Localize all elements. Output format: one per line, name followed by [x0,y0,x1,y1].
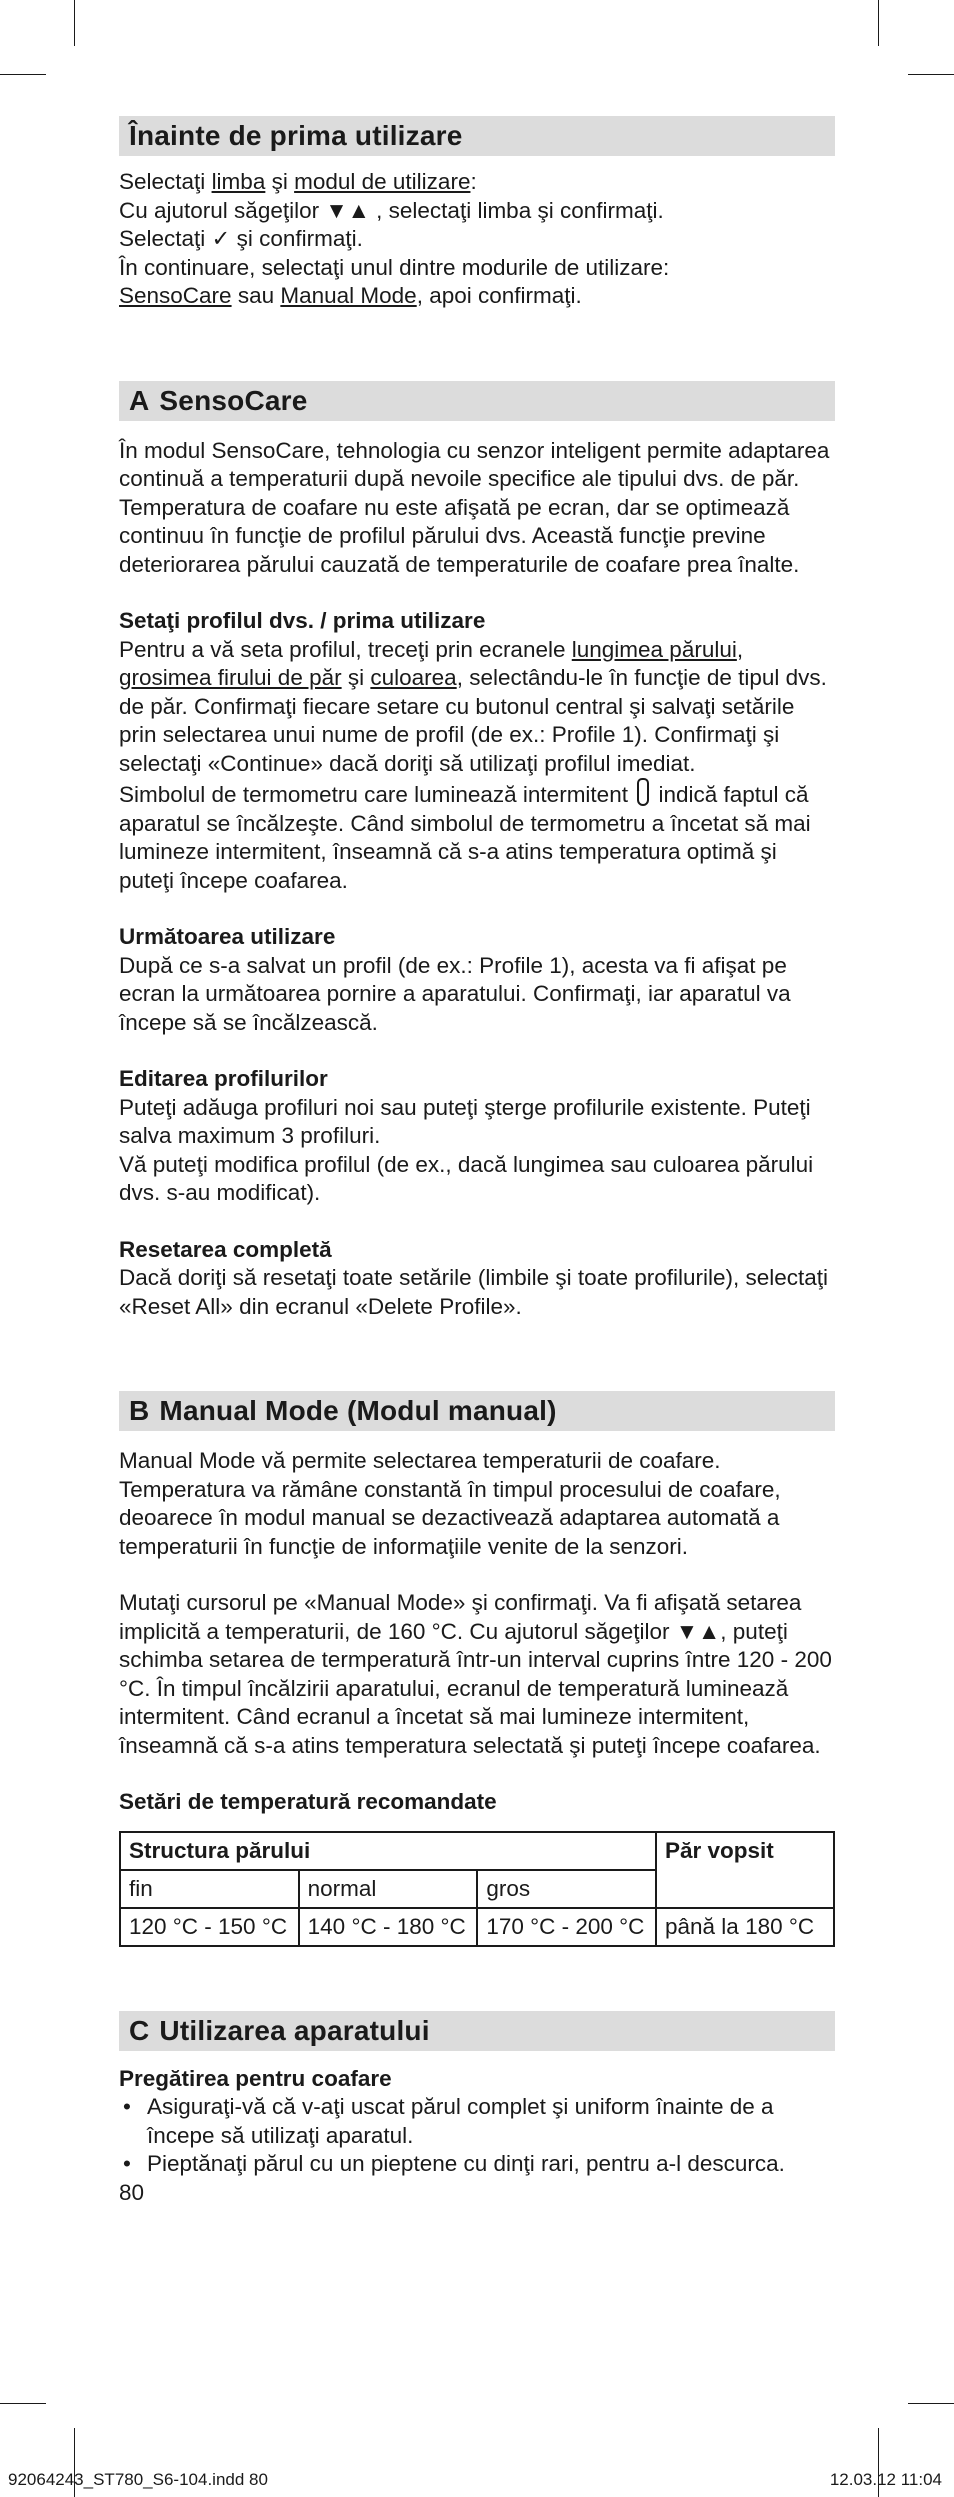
next-use-title: Următoarea utilizare [119,924,336,949]
crop-mark [908,74,954,75]
reset-title: Resetarea completă [119,1236,332,1262]
text: , selectându-le în funcţie de tipul dvs. de păr. Confirmaţi fiecare setare cu butonul central şi salvaţi setările prin selectarea unui nume de profil (de ex.: Profile 1). Confirmaţi şi selectaţi «Continue» dacă doriţi să utilizaţi profilul imediat. [119,665,827,776]
text: şi [265,169,295,194]
manual-mode-link: Manual Mode [280,283,417,308]
hair-thickness-link: grosimea firului de păr [119,665,342,690]
table-cell: 140 °C - 180 °C [299,1908,478,1946]
text: sau [231,283,281,308]
table-cell: fin [120,1870,299,1908]
text: Simbolul de termometru care luminează intermitent [119,782,635,807]
section-letter: C [129,2014,150,2046]
table-row [120,1832,834,1870]
language-link: limba [211,169,266,194]
footer-file-info: 92064243_ST780_S6-104.indd 80 [8,2470,268,2489]
intro-line-3: Selectaţi ✓ şi confirmaţi. [119,226,363,251]
section-title: SensoCare [159,384,308,416]
intro-line-5 [119,282,835,311]
next-use-text: După ce s-a salvat un profil (de ex.: Profile 1), acesta va fi afişat pe ecran la următoarea pornire a aparatului. Confirmaţi, iar aparatul va începe să se încălzească. [119,952,791,1035]
reset-text: Dacă doriţi să resetaţi toate setările (limbile şi toate profilurile), selectaţi «Reset All» din ecranul «Delete Profile». [119,1265,829,1319]
table-row [120,1908,834,1946]
text: , [736,636,744,662]
text: Selectaţi [119,169,212,194]
sensocare-intro: În modul SensoCare, tehnologia cu senzor inteligent permite adaptarea continuă a temperaturii după nevoile specifice ale tipului dvs. de păr. Temperatura de coafare nu este afişată pe ecran, dar se optimează continuu în funcţie de profilul părului dvs. Această funcţie previne deteriorarea părului cauzată de temperaturile de coafare prea înalte. [119,437,830,577]
table-cell: normal [299,1870,478,1908]
section-letter: A [129,384,150,416]
hair-length-link: lungimea părului [571,636,737,662]
thermometer-text [119,778,835,895]
crop-mark [908,2403,954,2404]
crop-mark [74,0,75,46]
section-letter: B [129,1395,150,1426]
temperature-table [119,1831,835,1947]
thermometer-icon [637,778,649,806]
text: Pentru a vă seta profilul, treceţi prin ecranele [119,636,572,662]
section-title: Manual Mode (Modul manual) [159,1395,557,1426]
list-item: • Pieptănaţi părul cu un pieptene cu dinţi rari, pentru a-l descurca. [119,2150,835,2179]
page-number: 80 [119,2179,145,2205]
table-cell: gros [477,1870,656,1908]
text: indică faptul că aparatul se încălzeşte. Când simbolul de termometru a încetat să mai lumineze intermitent, înseamnă că s-a atins temperatura optimă şi puteţi începe coafarea. [119,782,811,893]
edit-profiles-title: Editarea profilurilor [119,1066,328,1091]
section-heading-intro [119,116,835,156]
section-title: Utilizarea aparatului [159,2014,430,2046]
crop-mark [0,2403,46,2404]
text: : [470,169,477,194]
table-cell: până la 180 °C [656,1908,834,1946]
manual-mode-text-2: Mutaţi cursorul pe «Manual Mode» şi confirmaţi. Va fi afişată setarea implicită a temperaturii, de 160 °C. Cu ajutorul săgeţilor ▼▲, puteţi schimba setarea de termperatură într-un interval cuprins între 120 - 200 °C. În timpul încălzirii aparatului, ecranul de temperatură luminează intermitent. Când ecranul a încetat să mai lumineze intermitent, înseamnă că s-a atins temperatura selectată şi puteţi începe coafarea. [119,1590,832,1758]
page-content [119,116,835,2207]
mode-link: modul de utilizare [294,169,471,194]
edit-profiles-text-1: Puteţi adăuga profiluri noi sau puteţi şterge profilurile existente. Puteţi salva maximum 3 profiluri. [119,1094,811,1148]
crop-mark [878,0,879,46]
intro-line-2: Cu ajutorul săgeţilor ▼▲ , selectaţi limba şi confirmaţi. [119,197,664,223]
setup-title: Setaţi profilul dvs. / prima utilizare [119,608,486,633]
temperature-table-title: Setări de temperatură recomandate [119,1789,497,1814]
edit-profiles-text-2: Vă puteţi modifica profilul (de ex., dacă lungimea sau culoarea părului dvs. s-au modificat). [119,1151,814,1205]
color-link: culoarea [370,665,457,690]
section-heading-c [119,2011,835,2051]
table-header-structure: Structura părului [120,1832,656,1870]
footer-date: 12.03.12 11:04 [829,2470,942,2489]
setup-text [119,636,835,779]
manual-mode-text-1: Manual Mode vă permite selectarea temperaturii de coafare. Temperatura va rămâne constantă în timpul procesului de coafare, deoarece în modul manual se dezactivează adaptarea automată a temperaturii în funcţie de informaţiile venite de la senzori. [119,1448,781,1559]
table-header-dyed: Păr vopsit [656,1832,834,1908]
table-cell: 120 °C - 150 °C [120,1908,299,1946]
preparation-title: Pregătirea pentru coafare [119,2065,392,2091]
intro-line-4: În continuare, selectaţi unul dintre modurile de utilizare: [119,254,670,280]
section-heading-b [119,1391,835,1431]
text: şi [341,665,371,690]
preparation-list [119,2093,835,2179]
intro-line-1 [119,168,835,197]
table-cell: 170 °C - 200 °C [477,1908,656,1946]
text: , apoi confirmaţi. [416,283,582,308]
section-title: Înainte de prima utilizare [129,120,463,151]
sensocare-link: SensoCare [119,283,232,308]
section-heading-a [119,381,835,421]
list-item: • Asiguraţi-vă că v-aţi uscat părul complet şi uniform înainte de a începe să utilizaţi aparatul. [119,2093,835,2150]
crop-mark [0,74,46,75]
